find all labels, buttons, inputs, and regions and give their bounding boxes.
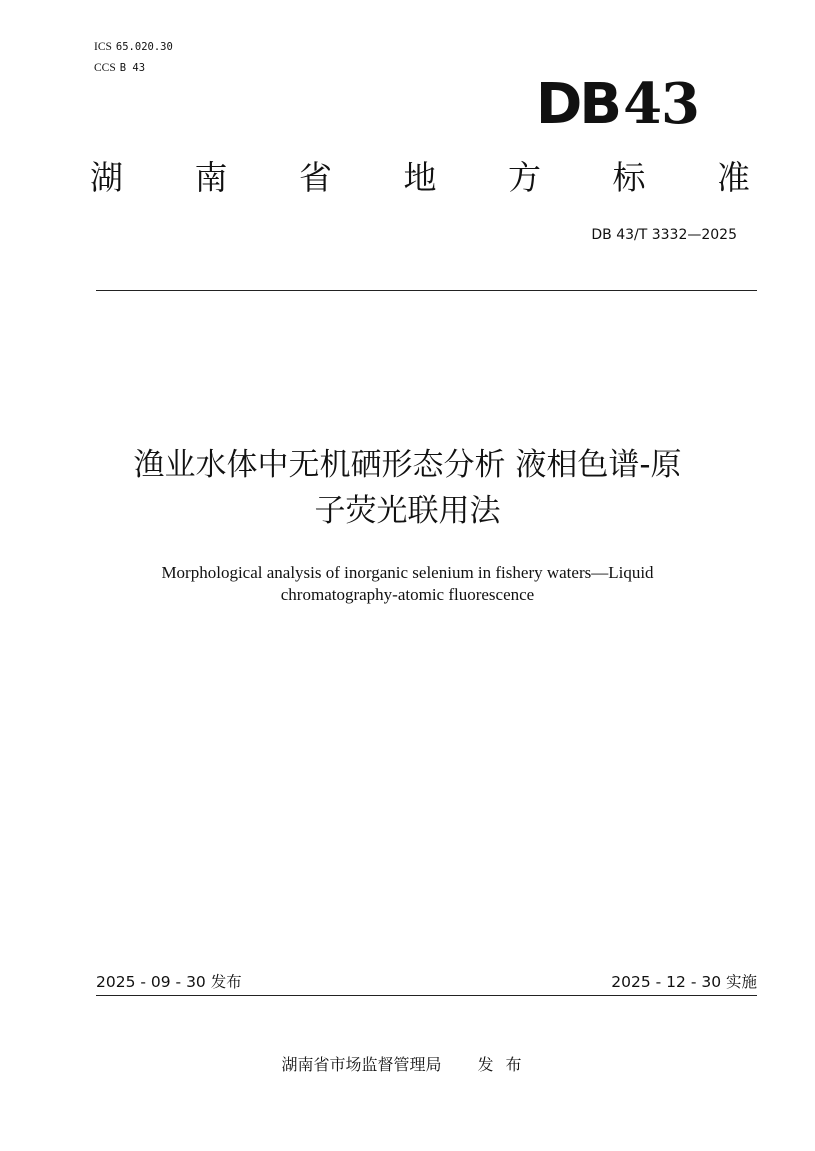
top-divider xyxy=(96,290,757,291)
ics-line xyxy=(94,40,173,54)
standard-type-char: 标 xyxy=(612,158,646,197)
ics-label: ICS xyxy=(94,41,112,53)
ccs-line xyxy=(94,61,145,75)
chinese-title-line-2: 子荧光联用法 xyxy=(314,493,501,529)
issuer-name: 湖南省市场监督管理局 xyxy=(281,1055,442,1074)
standard-type-char: 湖 xyxy=(90,158,123,197)
issue-date: 2025 - 09 - 30 发布 xyxy=(96,973,242,991)
english-title xyxy=(100,562,715,606)
english-title-line-1: Morphological analysis of inorganic selenium in fishery waters—Liquid xyxy=(161,563,654,582)
chinese-title-line-1: 渔业水体中无机硒形态分析 液相色谱-原 xyxy=(133,447,682,483)
standard-number: DB 43/T 3332—2025 xyxy=(591,227,737,243)
standard-type-char: 方 xyxy=(508,158,541,197)
standard-type-char: 准 xyxy=(717,158,750,197)
db-mark xyxy=(535,71,699,137)
bottom-divider xyxy=(96,995,757,996)
standard-type-char: 地 xyxy=(403,158,437,197)
db-mark-letters: DB xyxy=(535,72,620,137)
chinese-title xyxy=(60,442,755,534)
english-title-line-2: chromatography-atomic fluorescence xyxy=(280,585,535,604)
standard-type-char: 南 xyxy=(194,158,228,197)
ics-code: 65.020.30 xyxy=(115,41,173,53)
standard-type-heading xyxy=(90,158,750,198)
ccs-code: B 43 xyxy=(119,62,146,74)
issuer-verb: 发布 xyxy=(477,1055,534,1074)
db-mark-number: 43 xyxy=(623,71,699,137)
issuer-line xyxy=(0,1054,815,1076)
standard-type-char: 省 xyxy=(299,158,332,197)
ccs-label: CCS xyxy=(94,62,116,74)
implementation-date: 2025 - 12 - 30 实施 xyxy=(611,973,757,991)
